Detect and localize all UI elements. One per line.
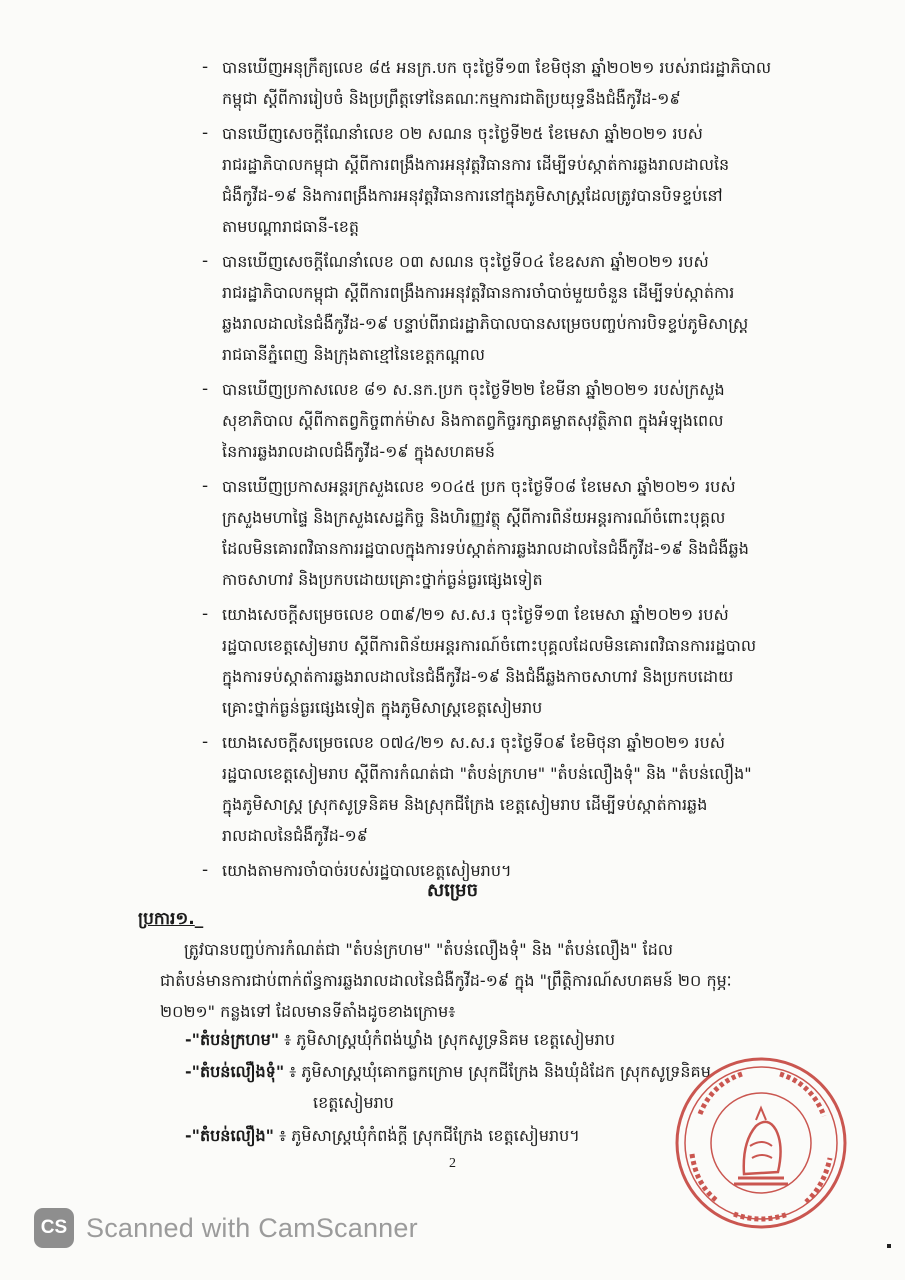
consideration-item bbox=[200, 246, 812, 370]
zone-name: -"តំបន់លឿង" bbox=[185, 1126, 275, 1145]
consideration-line: ឆ្លងរាលដាលនៃជំងឺកូវីដ-១៩ បន្ទាប់ពីរាជរដ្ឋាភិបាលបានសម្រេចបញ្ចប់ការបិទខ្ទប់ភូមិសាស្ត្រ bbox=[222, 314, 749, 333]
consideration-item bbox=[200, 599, 812, 723]
article-line: ត្រូវបានបញ្ចប់ការកំណត់ជា "តំបន់ក្រហម" "តំបន់លឿងទុំ" និង "តំបន់លឿង" ដែល bbox=[184, 940, 674, 959]
consideration-line: យោងសេចក្តីសម្រេចលេខ ០៧៤/២១ ស.ស.រ ចុះថ្ងៃទី០៩ ខែមិថុនា ឆ្នាំ២០២១ របស់ bbox=[222, 733, 726, 752]
consideration-line: រាជធានីភ្នំពេញ និងក្រុងតាខ្មៅនៃខេត្តកណ្តាល bbox=[222, 345, 485, 364]
bullet-dash: - bbox=[202, 379, 209, 399]
article-label-text: ប្រការ១. bbox=[138, 909, 195, 929]
consideration-line: សុខាភិបាល ស្តីពីកាតព្វកិច្ចពាក់ម៉ាស និងកាតព្វកិច្ចរក្សាគម្លាតសុវត្ថិភាព ក្នុងអំឡុងពេល bbox=[222, 411, 724, 430]
bullet-dash: - bbox=[202, 476, 209, 496]
consideration-item bbox=[200, 118, 812, 242]
consideration-line: រាជរដ្ឋាភិបាលកម្ពុជា ស្តីពីការពង្រឹងការអនុវត្តវិធានការចាំបាច់មួយចំនួន ដើម្បីទប់ស្កាត់ការ bbox=[222, 283, 735, 302]
consideration-item bbox=[200, 374, 812, 467]
consideration-line: រាជរដ្ឋាភិបាលកម្ពុជា ស្តីពីការពង្រឹងការអនុវត្តវិធានការ ដើម្បីទប់ស្កាត់ការឆ្លងរាលដាលនៃ bbox=[222, 155, 730, 174]
bullet-dash: - bbox=[202, 732, 209, 752]
zone-separator: ៖ bbox=[279, 1030, 297, 1049]
consideration-line: បានឃើញសេចក្តីណែនាំលេខ ០២ សណន ចុះថ្ងៃទី២៥ ខែមេសា ឆ្នាំ២០២១ របស់ bbox=[222, 124, 703, 143]
consideration-line: បានឃើញប្រកាសលេខ ៨១ ស.នក.ប្រក ចុះថ្ងៃទី២២ ខែមីនា ឆ្នាំ២០២១ របស់ក្រសួង bbox=[222, 380, 725, 399]
consideration-line: តាមបណ្តារាជធានី-ខេត្ត bbox=[222, 217, 360, 236]
zone-name: -"តំបន់ក្រហម" bbox=[185, 1030, 280, 1049]
zone-description: ភូមិសាស្ត្រឃុំកំពង់ក្តី ស្រុកជីក្រែង ខេត្តសៀមរាប។ bbox=[291, 1126, 580, 1145]
scanner-watermark bbox=[34, 1202, 418, 1254]
consideration-line: ជំងឺកូវីដ-១៩ និងការពង្រឹងការអនុវត្តវិធានការនៅក្នុងភូមិសាស្ត្រដែលត្រូវបានបិទខ្ទប់នៅ bbox=[222, 186, 723, 205]
zone-separator: ៖ bbox=[274, 1126, 292, 1145]
consideration-line: កម្ពុជា ស្តីពីការរៀបចំ និងប្រព្រឹត្តទៅនៃគណៈកម្មការជាតិប្រយុទ្ធនឹងជំងឺកូវីដ-១៩ bbox=[222, 89, 681, 108]
scanner-watermark-text: Scanned with CamScanner bbox=[86, 1212, 418, 1243]
bullet-dash: - bbox=[202, 57, 209, 77]
bullet-dash: - bbox=[202, 604, 209, 624]
consideration-line: ក្នុងការទប់ស្កាត់ការឆ្លងរាលដាលនៃជំងឺកូវីដ-១៩ និងជំងឺឆ្លងកាចសាហាវ និងប្រកបដោយ bbox=[222, 667, 734, 686]
consideration-line: បានឃើញសេចក្តីណែនាំលេខ ០៣ សណន ចុះថ្ងៃទី០៤ ខែឧសភា ឆ្នាំ២០២១ របស់ bbox=[222, 252, 709, 271]
consideration-line: នៃការឆ្លងរាលដាលជំងឺកូវីដ-១៩ ក្នុងសហគមន៍ bbox=[222, 442, 495, 461]
consideration-item bbox=[200, 52, 812, 114]
decision-title: សម្រេច bbox=[426, 880, 479, 901]
consideration-line: រដ្ឋបាលខេត្តសៀមរាប ស្តីពីការពិន័យអន្តរការណ៍ចំពោះបុគ្គលដែលមិនគោរពវិធានការរដ្ឋបាល bbox=[222, 636, 757, 655]
consideration-line: យោងសេចក្តីសម្រេចលេខ ០៣៩/២១ ស.ស.រ ចុះថ្ងៃទី១៣ ខែមេសា ឆ្នាំ២០២១ របស់ bbox=[222, 605, 729, 624]
page-number: 2 bbox=[449, 1156, 456, 1171]
article-line: ២០២១" កន្លងទៅ ដែលមានទីតាំងដូចខាងក្រោម៖ bbox=[160, 1002, 456, 1021]
consideration-line: យោងតាមការចាំបាច់របស់រដ្ឋបាលខេត្តសៀមរាប។ bbox=[222, 861, 512, 880]
zone-name: -"តំបន់លឿងទុំ" bbox=[185, 1062, 285, 1081]
bullet-dash: - bbox=[202, 860, 209, 880]
consideration-line: ក្រសួងមហាផ្ទៃ និងក្រសួងសេដ្ឋកិច្ច និងហិរញ្ញវត្ថុ ស្តីពីការពិន័យអន្តរការណ៍ចំពោះបុគ្គល bbox=[222, 508, 726, 527]
bullet-dash: - bbox=[202, 123, 209, 143]
zone-description: ភូមិសាស្ត្រឃុំគោកធ្លកក្រោម ស្រុកជីក្រែង និងឃុំដំដែក ស្រុកសូទ្រនិគម bbox=[301, 1062, 711, 1081]
consideration-line: រាលដាលនៃជំងឺកូវីដ-១៩ bbox=[222, 826, 369, 845]
article-label-suffix: _ bbox=[194, 909, 204, 929]
consideration-item bbox=[200, 727, 812, 851]
official-seal-stamp bbox=[672, 1054, 850, 1232]
article-line: ជាតំបន់មានការជាប់ពាក់ព័ន្ធការឆ្លងរាលដាលនៃជំងឺកូវីដ-១៩ ក្នុង "ព្រឹត្តិការណ៍សហគមន៍ ២០ កុម្ភៈ bbox=[160, 971, 732, 990]
article-label bbox=[138, 904, 203, 934]
zone-separator: ៖ bbox=[284, 1062, 302, 1081]
zone-description: ភូមិសាស្ត្រឃុំកំពង់ឃ្លាំង ស្រុកសូទ្រនិគម ខេត្តសៀមរាប bbox=[296, 1030, 615, 1049]
consideration-line: ដែលមិនគោរពវិធានការរដ្ឋបាលក្នុងការទប់ស្កាត់ការឆ្លងរាលដាលនៃជំងឺកូវីដ-១៩ និងជំងឺឆ្លង bbox=[222, 539, 749, 558]
bullet-dash: - bbox=[202, 251, 209, 271]
consideration-item bbox=[200, 471, 812, 595]
article-body bbox=[160, 934, 812, 1027]
consideration-line: គ្រោះថ្នាក់ធ្ងន់ធ្ងរផ្សេងទៀត ក្នុងភូមិសាស្ត្រខេត្តសៀមរាប bbox=[222, 698, 543, 717]
consideration-line: បានឃើញប្រកាសអន្តរក្រសួងលេខ ១០៤៥ ប្រក ចុះថ្ងៃទី០៨ ខែមេសា ឆ្នាំ២០២១ របស់ bbox=[222, 477, 736, 496]
consideration-line: រដ្ឋបាលខេត្តសៀមរាប ស្តីពីការកំណត់ជា "តំបន់ក្រហម" "តំបន់លឿងទុំ" និង "តំបន់លឿង" bbox=[222, 764, 752, 783]
considerations-list bbox=[200, 52, 812, 890]
scan-speck bbox=[887, 1244, 891, 1248]
consideration-line: ក្នុងភូមិសាស្ត្រ ស្រុកសូទ្រនិគម និងស្រុកជីក្រែង ខេត្តសៀមរាប ដើម្បីទប់ស្កាត់ការឆ្លង bbox=[222, 795, 708, 814]
zone-description-continued: ខេត្តសៀមរាប bbox=[313, 1093, 394, 1112]
consideration-line: បានឃើញអនុក្រឹត្យលេខ ៨៥ អនក្រ.បក ចុះថ្ងៃទី១៣ ខែមិថុនា ឆ្នាំ២០២១ របស់រាជរដ្ឋាភិបាល bbox=[222, 58, 772, 77]
zone-red bbox=[185, 1024, 825, 1055]
consideration-line: កាចសាហាវ និងប្រកបដោយគ្រោះថ្នាក់ធ្ងន់ធ្ងរផ្សេងទៀត bbox=[222, 570, 543, 589]
camscanner-logo-icon: CS bbox=[34, 1208, 74, 1248]
